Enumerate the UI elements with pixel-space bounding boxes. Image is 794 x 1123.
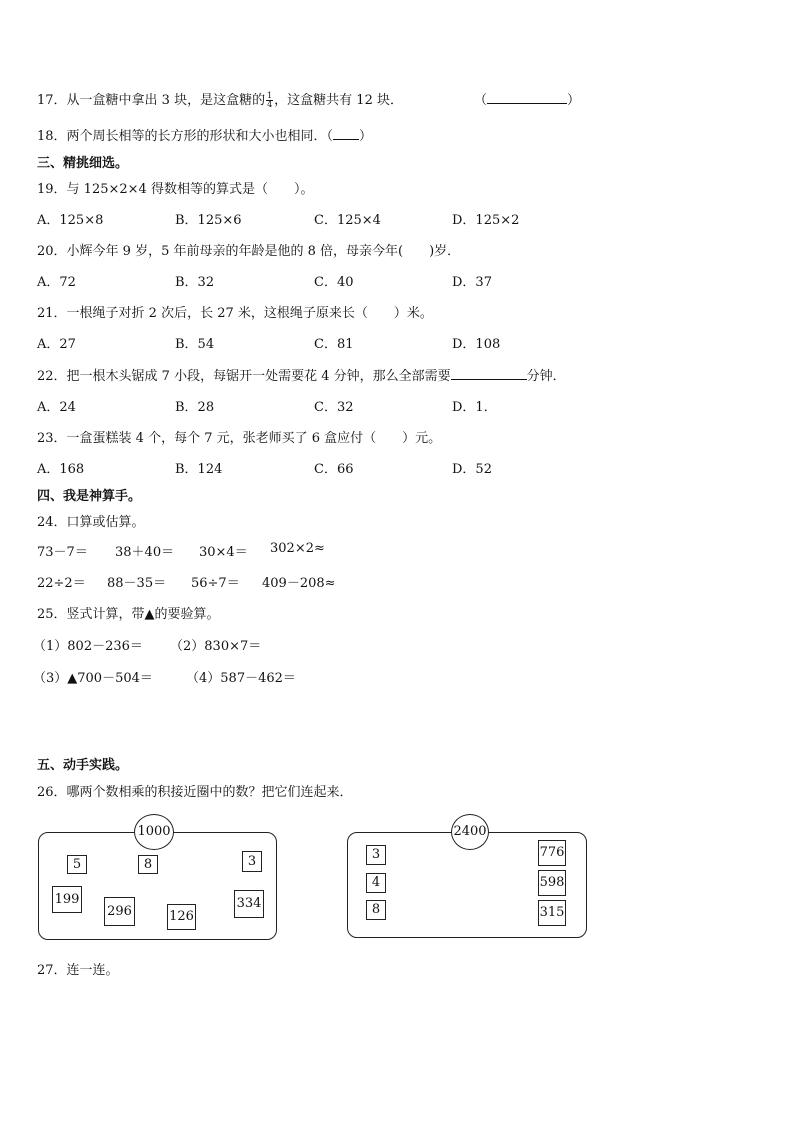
question-19: 19．与 125×2×4 得数相等的算式是（ ）。 [37,182,314,197]
q24-item-4: 302×2≈ [270,541,325,556]
q21-option-d[interactable]: D．108 [452,337,501,352]
q21-option-c[interactable]: C．81 [314,337,354,352]
q23-option-d[interactable]: D．52 [452,462,492,477]
q19-option-d[interactable]: D．125×2 [452,213,520,228]
q23-option-a[interactable]: A．168 [37,462,85,477]
q25-item-3: （3）▲700－504＝ [33,671,153,686]
question-27: 27．连一连。 [37,963,119,978]
q17-text-before: 17．从一盒糖中拿出 3 块，是这盒糖的 [37,93,266,108]
number-card[interactable]: 3 [366,845,386,865]
question-17 [37,89,403,109]
number-card[interactable]: 4 [366,873,386,893]
number-card[interactable]: 315 [538,900,566,926]
q18-answer-blank[interactable] [333,139,359,140]
q21-option-a[interactable]: A．27 [37,337,76,352]
question-21: 21．一根绳子对折 2 次后，长 27 米，这根绳子原来长（ ）米。 [37,306,433,321]
q24-item-5: 22÷2＝ [37,576,86,591]
fraction-one-quarter: $\frac{1}{4}$ [267,91,273,109]
target-circle-2400: 2400 [451,814,489,850]
number-card[interactable]: 334 [234,890,264,918]
q24-item-2: 38＋40＝ [115,545,175,560]
number-card[interactable]: 199 [52,886,82,913]
q17-answer-bracket[interactable]: （ ） [474,93,581,108]
q25-item-2: （2）830×7＝ [170,639,262,654]
q22-option-b[interactable]: B．28 [175,400,215,415]
q25-item-1: （1）802－236＝ [33,639,143,654]
q20-option-d[interactable]: D．37 [452,275,492,290]
section-5-heading: 五、动手实践。 [37,758,129,773]
q20-option-b[interactable]: B．32 [175,275,215,290]
q25-item-4: （4）587－462＝ [186,671,296,686]
number-card[interactable]: 3 [242,851,262,872]
number-card[interactable]: 126 [167,904,196,930]
q22-answer-blank[interactable] [451,379,527,380]
section-3-heading: 三、精挑细选。 [37,156,129,171]
question-20: 20．小辉今年 9 岁，5 年前母亲的年龄是他的 8 倍，母亲今年( )岁． [37,244,461,259]
q20-option-c[interactable]: C．40 [314,275,354,290]
q22-option-a[interactable]: A．24 [37,400,76,415]
question-24: 24．口算或估算。 [37,515,145,530]
q23-option-c[interactable]: C．66 [314,462,354,477]
number-card[interactable]: 776 [538,840,566,866]
q19-option-b[interactable]: B．125×6 [175,213,242,228]
q23-option-b[interactable]: B．124 [175,462,223,477]
q24-item-6: 88－35＝ [107,576,167,591]
q24-item-1: 73－7＝ [37,545,88,560]
number-card[interactable]: 8 [138,855,158,874]
number-card[interactable]: 296 [104,897,135,926]
target-circle-1000: 1000 [134,814,174,850]
q21-option-b[interactable]: B．54 [175,337,215,352]
number-card[interactable]: 5 [67,855,87,874]
q22-option-d[interactable]: D．1． [452,400,497,415]
question-18: 18．两个周长相等的长方形的形状和大小也相同．（ ） [37,129,373,144]
q19-option-c[interactable]: C．125×4 [314,213,381,228]
q24-item-7: 56÷7＝ [191,576,240,591]
number-card[interactable]: 8 [366,900,386,920]
q24-item-3: 30×4＝ [199,545,248,560]
question-25: 25．竖式计算，带▲的要验算。 [37,607,220,622]
number-card[interactable]: 598 [538,870,566,896]
q19-option-a[interactable]: A．125×8 [37,213,104,228]
q20-option-a[interactable]: A．72 [37,275,76,290]
question-26: 26．哪两个数相乘的积接近圈中的数？把它们连起来． [37,785,353,800]
q17-text-after: ，这盒糖共有 12 块． [274,93,403,108]
question-22: 22．把一根木头锯成 7 小段，每锯开一处需要花 4 分钟，那么全部需要 分钟． [37,369,566,384]
section-4-heading: 四、我是神算手。 [37,489,142,504]
q22-option-c[interactable]: C．32 [314,400,354,415]
q24-item-8: 409－208≈ [262,576,336,591]
question-23: 23．一盒蛋糕装 4 个，每个 7 元，张老师买了 6 盒应付（ ）元。 [37,431,442,446]
